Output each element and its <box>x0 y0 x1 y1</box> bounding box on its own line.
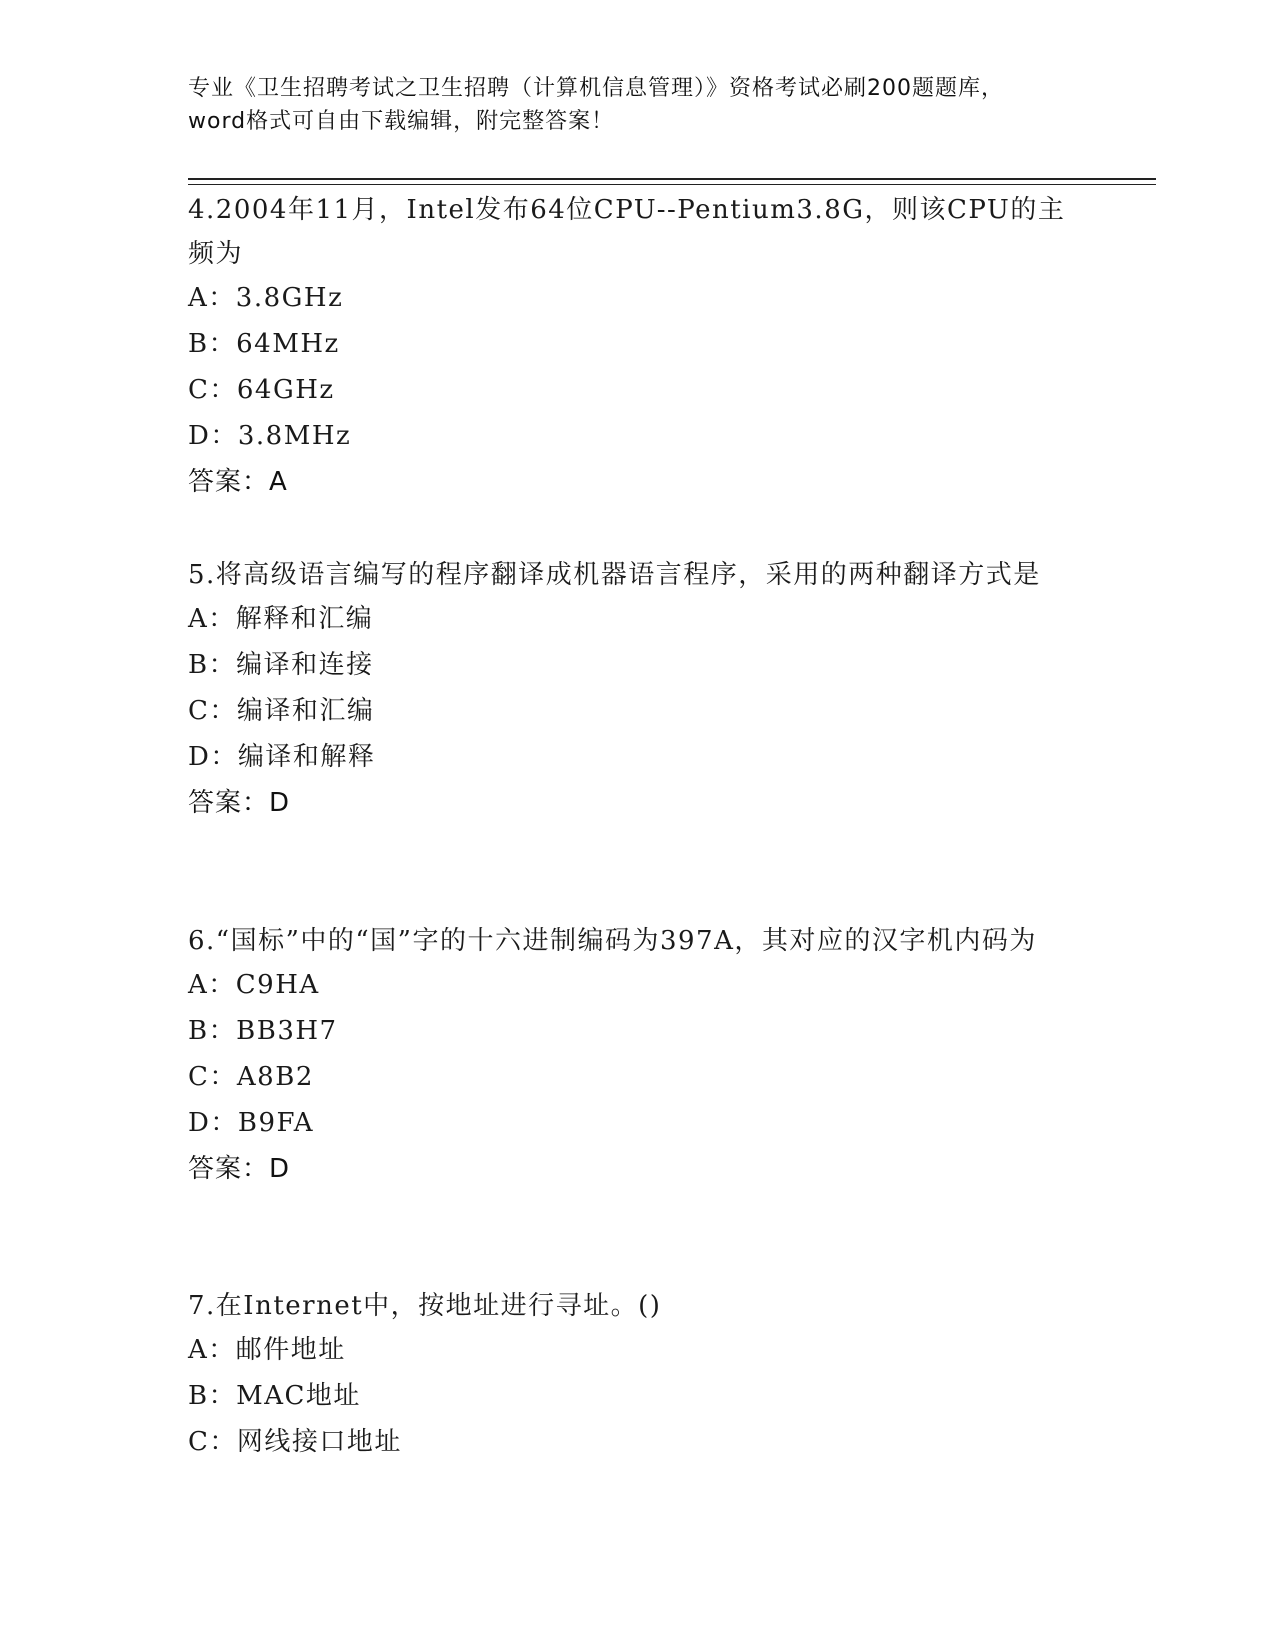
header-divider <box>188 178 1156 180</box>
option-c: C：编译和汇编 <box>188 696 375 726</box>
option-d: D：编译和解释 <box>188 742 376 772</box>
option-a: A：邮件地址 <box>188 1335 346 1365</box>
question-5 <box>188 553 1088 825</box>
option-b: B：64MHz <box>188 329 340 359</box>
answer-line: 答案：D <box>188 788 291 818</box>
question-stem: 7.在Internet中，按地址进行寻址。() <box>188 1291 662 1321</box>
option-a: A：C9HA <box>188 970 320 1000</box>
option-d: D：3.8MHz <box>188 421 352 451</box>
option-b: B：编译和连接 <box>188 650 374 680</box>
question-7 <box>188 1284 1088 1466</box>
option-c: C：64GHz <box>188 375 335 405</box>
question-4 <box>188 188 1088 504</box>
question-stem: 6.“国标”中的“国”字的十六进制编码为397A，其对应的汉字机内码为 <box>188 926 1037 956</box>
option-b: B：MAC地址 <box>188 1381 361 1411</box>
header-line-2: word格式可自由下载编辑，附完整答案！ <box>188 109 615 134</box>
header-divider-thin <box>188 184 1156 185</box>
option-a: A：3.8GHz <box>188 283 344 313</box>
option-c: C：A8B2 <box>188 1062 314 1092</box>
header-line-1: 专业《卫生招聘考试之卫生招聘（计算机信息管理）》资格考试必刷200题题库， <box>188 76 1004 101</box>
question-stem: 4.2004年11月，Intel发布64位CPU--Pentium3.8G，则该CPU的主频为 <box>188 195 1066 269</box>
option-a: A：解释和汇编 <box>188 604 374 634</box>
question-stem: 5.将高级语言编写的程序翻译成机器语言程序，采用的两种翻译方式是 <box>188 560 1041 590</box>
option-b: B：BB3H7 <box>188 1016 338 1046</box>
option-d: D：B9FA <box>188 1108 315 1138</box>
answer-line: 答案：D <box>188 1154 291 1184</box>
document-header <box>188 72 1088 138</box>
question-6 <box>188 919 1088 1191</box>
answer-line: 答案：A <box>188 467 288 497</box>
option-c: C：网线接口地址 <box>188 1427 402 1457</box>
